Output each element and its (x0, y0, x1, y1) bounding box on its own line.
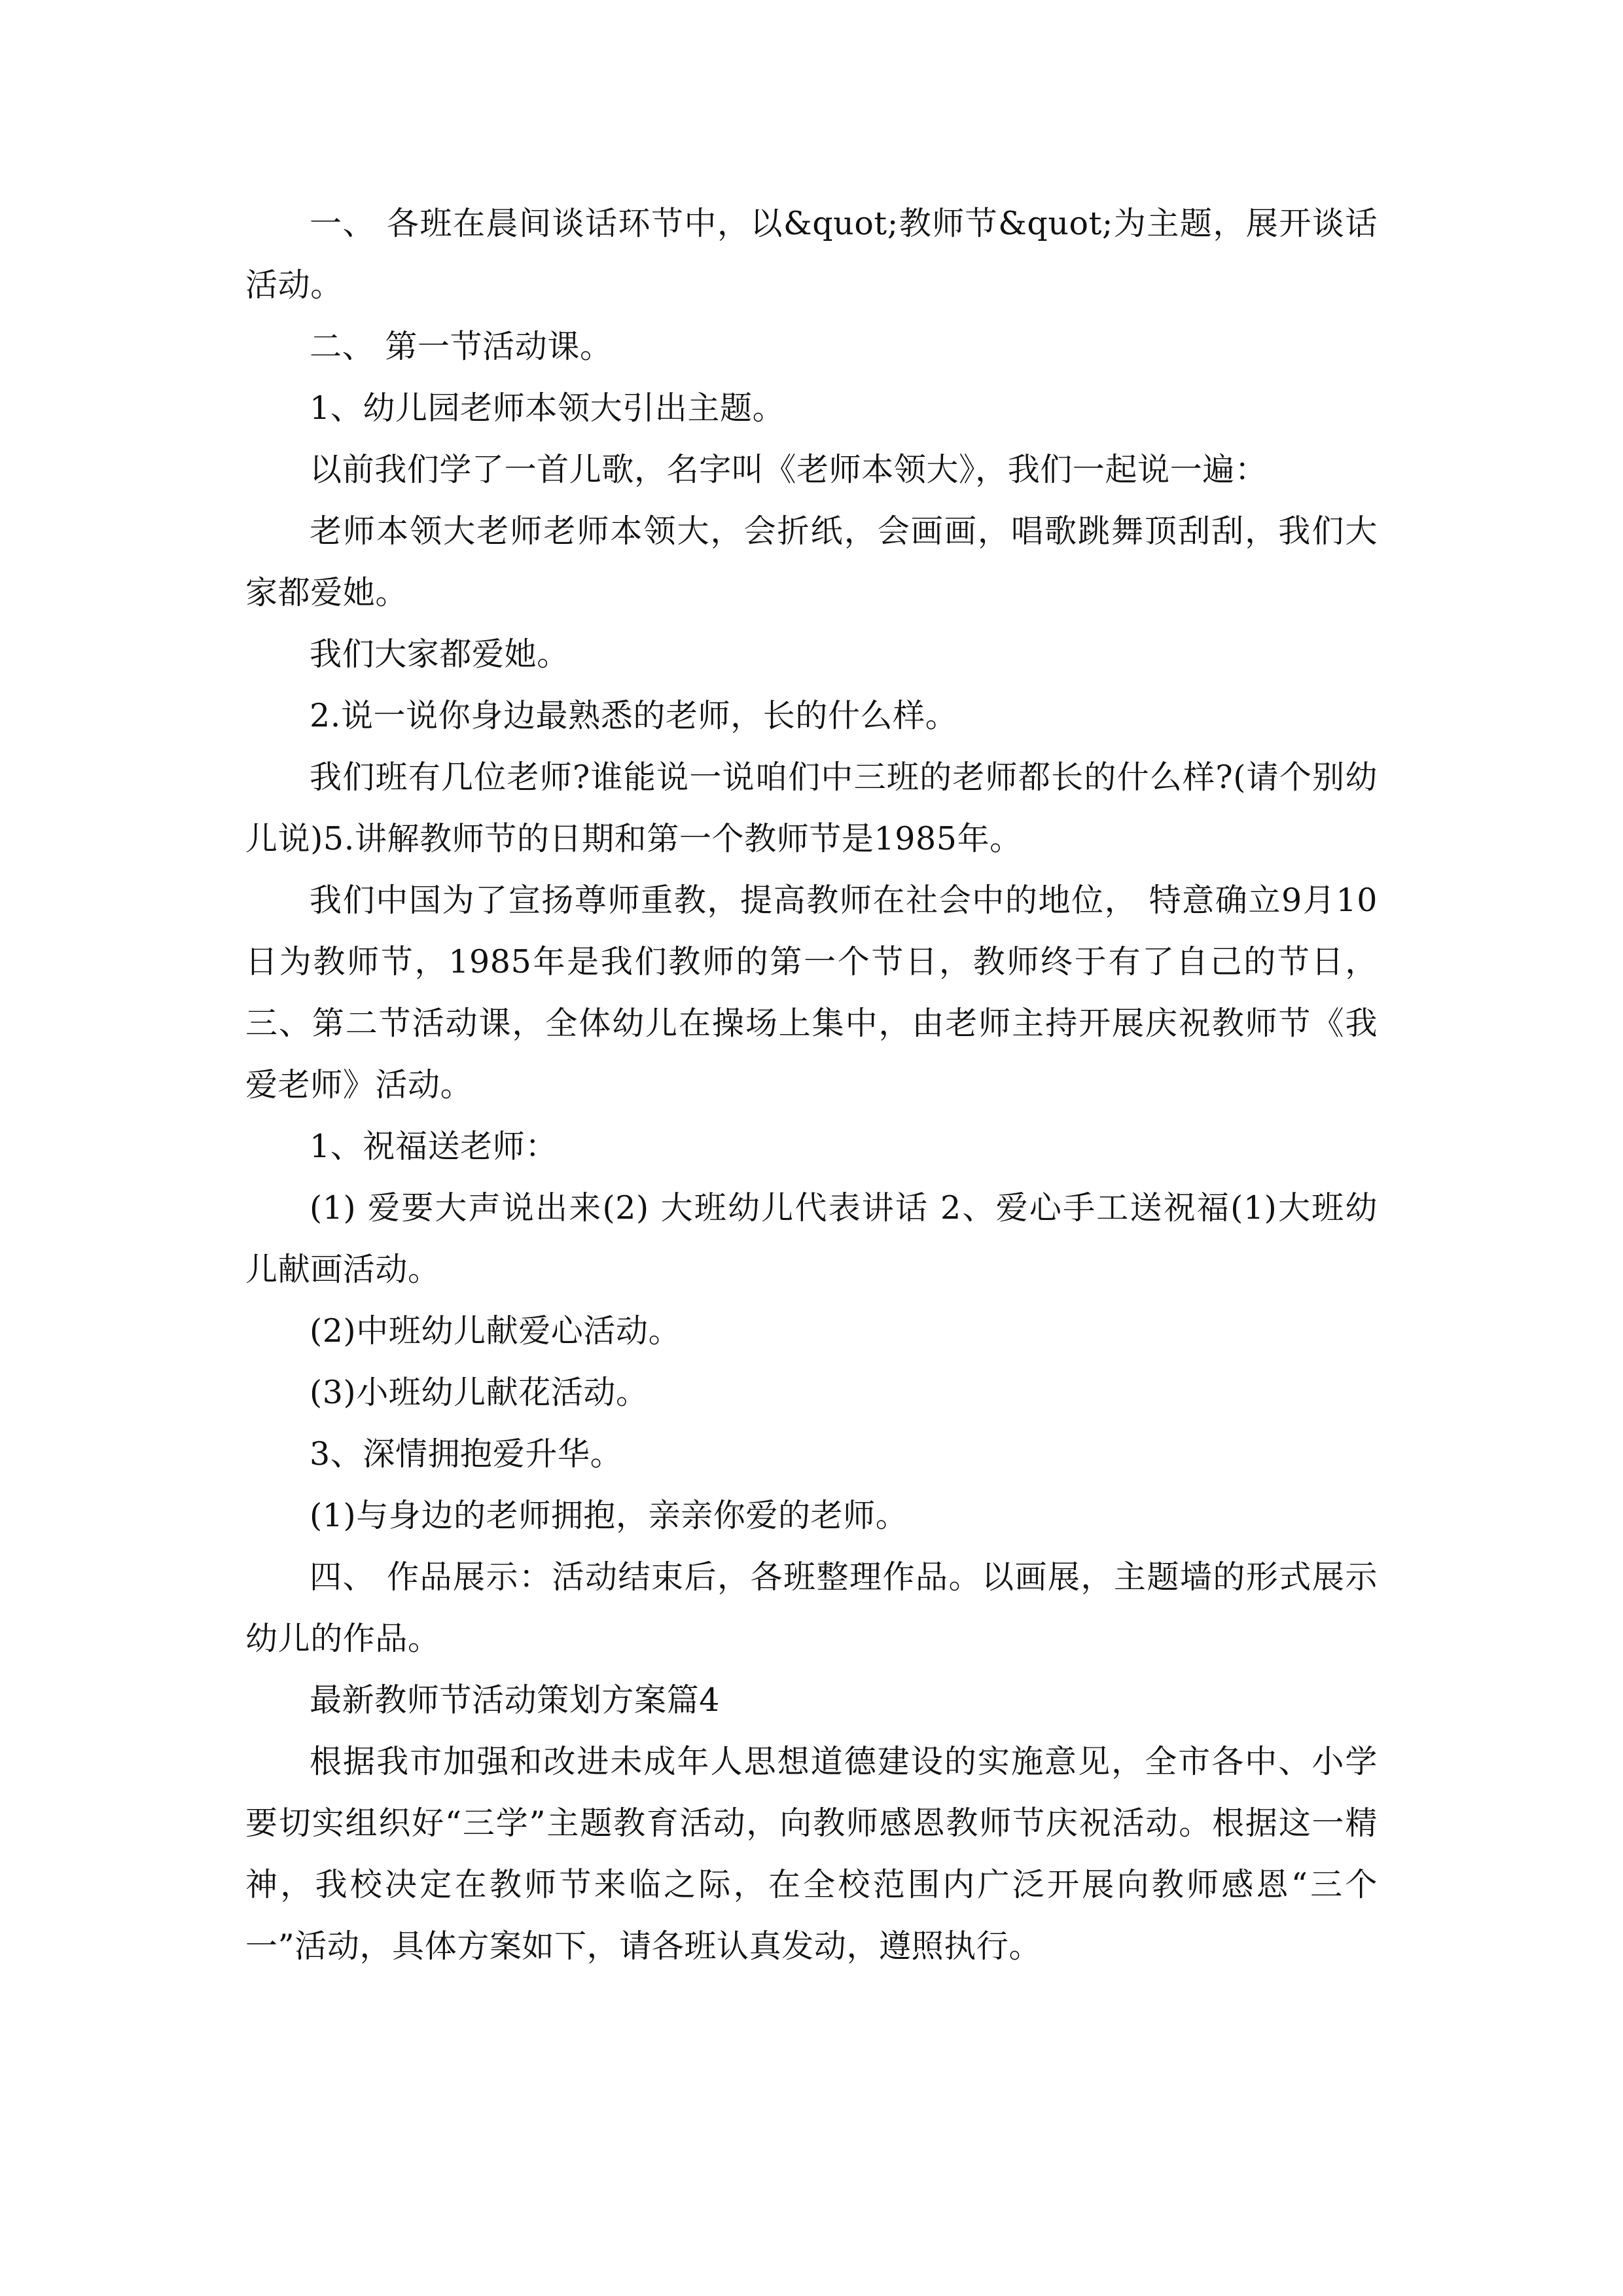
paragraph-14: 3、深情拥抱爱升华。 (310, 1435, 623, 1473)
paragraph-8: 我们班有几位老师?谁能说一说咱们中三班的老师都长的什么样?(请个别幼儿说)5.讲解教师节的日期和第一个教师节是1985年。 (245, 759, 1378, 857)
section-heading: 最新教师节活动策划方案篇4 (310, 1681, 720, 1719)
document-body (245, 193, 1378, 1977)
paragraph-10: 1、祝福送老师： (310, 1128, 558, 1165)
paragraph-6: 我们大家都爱她。 (310, 636, 569, 673)
paragraph-4: 以前我们学了一首儿歌，名字叫《老师本领大》，我们一起说一遍： (310, 451, 1268, 488)
paragraph-18: 根据我市加强和改进未成年人思想道德建设的实施意见，全市各中、小学要切实组织好“三学”主题教育活动，向教师感恩教师节庆祝活动。根据这一精神，我校决定在教师节来临之际，在全校范围内广泛开展向教师感恩“三个一”活动，具体方案如下，请各班认真发动，遵照执行。 (245, 1743, 1378, 1965)
paragraph-13: (3)小班幼儿献花活动。 (310, 1374, 649, 1411)
paragraph-11: (1) 爱要大声说出来(2) 大班幼儿代表讲话 2、爱心手工送祝福(1)大班幼儿献画活动。 (245, 1189, 1378, 1288)
paragraph-15: (1)与身边的老师拥抱，亲亲你爱的老师。 (310, 1497, 908, 1534)
paragraph-7: 2.说一说你身边最熟悉的老师，长的什么样。 (310, 697, 958, 734)
paragraph-1: 一、 各班在晨间谈话环节中，以&quot;教师节&quot;为主题，展开谈话活动。 (245, 205, 1378, 304)
paragraph-16: 四、 作品展示：活动结束后，各班整理作品。以画展，主题墙的形式展示幼儿的作品。 (245, 1558, 1378, 1657)
paragraph-9: 我们中国为了宣扬尊师重教，提高教师在社会中的地位， 特意确立9月10日为教师节，1985年是我们教师的第一个节日，教师终于有了自己的节日，三、第二节活动课，全体幼儿在操场上集中，由老师主持开展庆祝教师节《我爱老师》活动。 (245, 882, 1378, 1103)
paragraph-5: 老师本领大老师老师本领大，会折纸，会画画，唱歌跳舞顶刮刮，我们大家都爱她。 (245, 512, 1378, 611)
paragraph-2: 二、 第一节活动课。 (310, 328, 613, 365)
paragraph-12: (2)中班幼儿献爱心活动。 (310, 1312, 681, 1350)
paragraph-3: 1、幼儿园老师本领大引出主题。 (310, 389, 785, 427)
